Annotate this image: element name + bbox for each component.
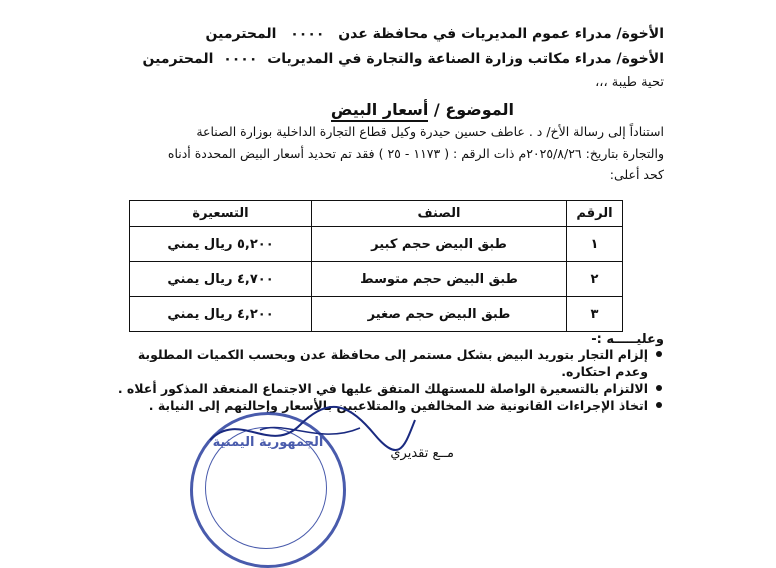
row-price: ٥,٢٠٠ ريال يمني bbox=[130, 227, 312, 262]
price-table bbox=[129, 200, 623, 332]
body-paragraph-line-2: والتجارة بتاريخ: ٢٠٢٥/٨/٢٦م ذات الرقم : ( ١١٧٣ - ٢٥ ) فقد تم تحديد أسعار البيض المحددة أدناه bbox=[167, 146, 664, 161]
header-price: التسعيرة bbox=[130, 201, 312, 227]
header-item: الصنف bbox=[312, 201, 567, 227]
addressee-2-dots: ٠٠٠٠ bbox=[223, 51, 258, 67]
subject-line bbox=[331, 100, 514, 119]
row-price: ٤,٢٠٠ ريال يمني bbox=[130, 297, 312, 332]
addressee-1-honorific: المحترمين bbox=[205, 26, 277, 42]
body-paragraph-line-3: كحد أعلى: bbox=[609, 167, 664, 182]
table-row bbox=[130, 262, 623, 297]
directives-intro: وعليـــــه :- bbox=[591, 332, 664, 347]
table-row bbox=[130, 297, 623, 332]
row-item: طبق البيض حجم كبير bbox=[312, 227, 567, 262]
subject-label: الموضوع / bbox=[433, 100, 514, 119]
greeting: تحية طيبة ،،، bbox=[595, 75, 664, 90]
row-item: طبق البيض حجم متوسط bbox=[312, 262, 567, 297]
closing-regards: مــع تقديري bbox=[390, 446, 454, 461]
stamp-text: الجمهورية اليمنية bbox=[212, 435, 324, 450]
signature-scribble bbox=[200, 400, 420, 460]
list-item: إلزام التجار بتوريد البيض بشكل مستمر إلى محافظة عدن وبحسب الكميات المطلوبة وعدم احتكاره. bbox=[104, 346, 664, 380]
row-number: ١ bbox=[567, 227, 623, 262]
addressee-1-text: الأخوة/ مدراء عموم المديريات في محافظة عدن bbox=[338, 26, 664, 42]
addressee-line-2 bbox=[143, 51, 665, 67]
row-number: ٣ bbox=[567, 297, 623, 332]
body-paragraph-line-1: استناداً إلى رسالة الأخ/ د . عاطف حسين حيدرة وكيل قطاع التجارة الداخلية بوزارة الصناعة bbox=[196, 124, 664, 139]
header-number: الرقم bbox=[567, 201, 623, 227]
row-number: ٢ bbox=[567, 262, 623, 297]
row-item: طبق البيض حجم صغير bbox=[312, 297, 567, 332]
subject-value: أسعار البيض bbox=[331, 100, 428, 122]
addressee-line-1 bbox=[206, 26, 664, 42]
list-item: اتخاذ الإجراءات القانونية ضد المخالفين والمتلاعبين بالأسعار وإحالتهم إلى النيابة . bbox=[104, 397, 664, 414]
list-item: الالتزام بالتسعيرة الواصلة للمستهلك المتفق عليها في الاجتماع المنعقد المذكور أعلاه . bbox=[104, 380, 664, 397]
addressee-1-dots: ٠٠٠٠ bbox=[290, 26, 325, 42]
row-price: ٤,٧٠٠ ريال يمني bbox=[130, 262, 312, 297]
addressee-2-honorific: المحترمين bbox=[142, 51, 214, 67]
table-row bbox=[130, 227, 623, 262]
table-header-row bbox=[130, 201, 623, 227]
addressee-2-text: الأخوة/ مدراء مكاتب وزارة الصناعة والتجارة في المديريات bbox=[267, 51, 664, 67]
